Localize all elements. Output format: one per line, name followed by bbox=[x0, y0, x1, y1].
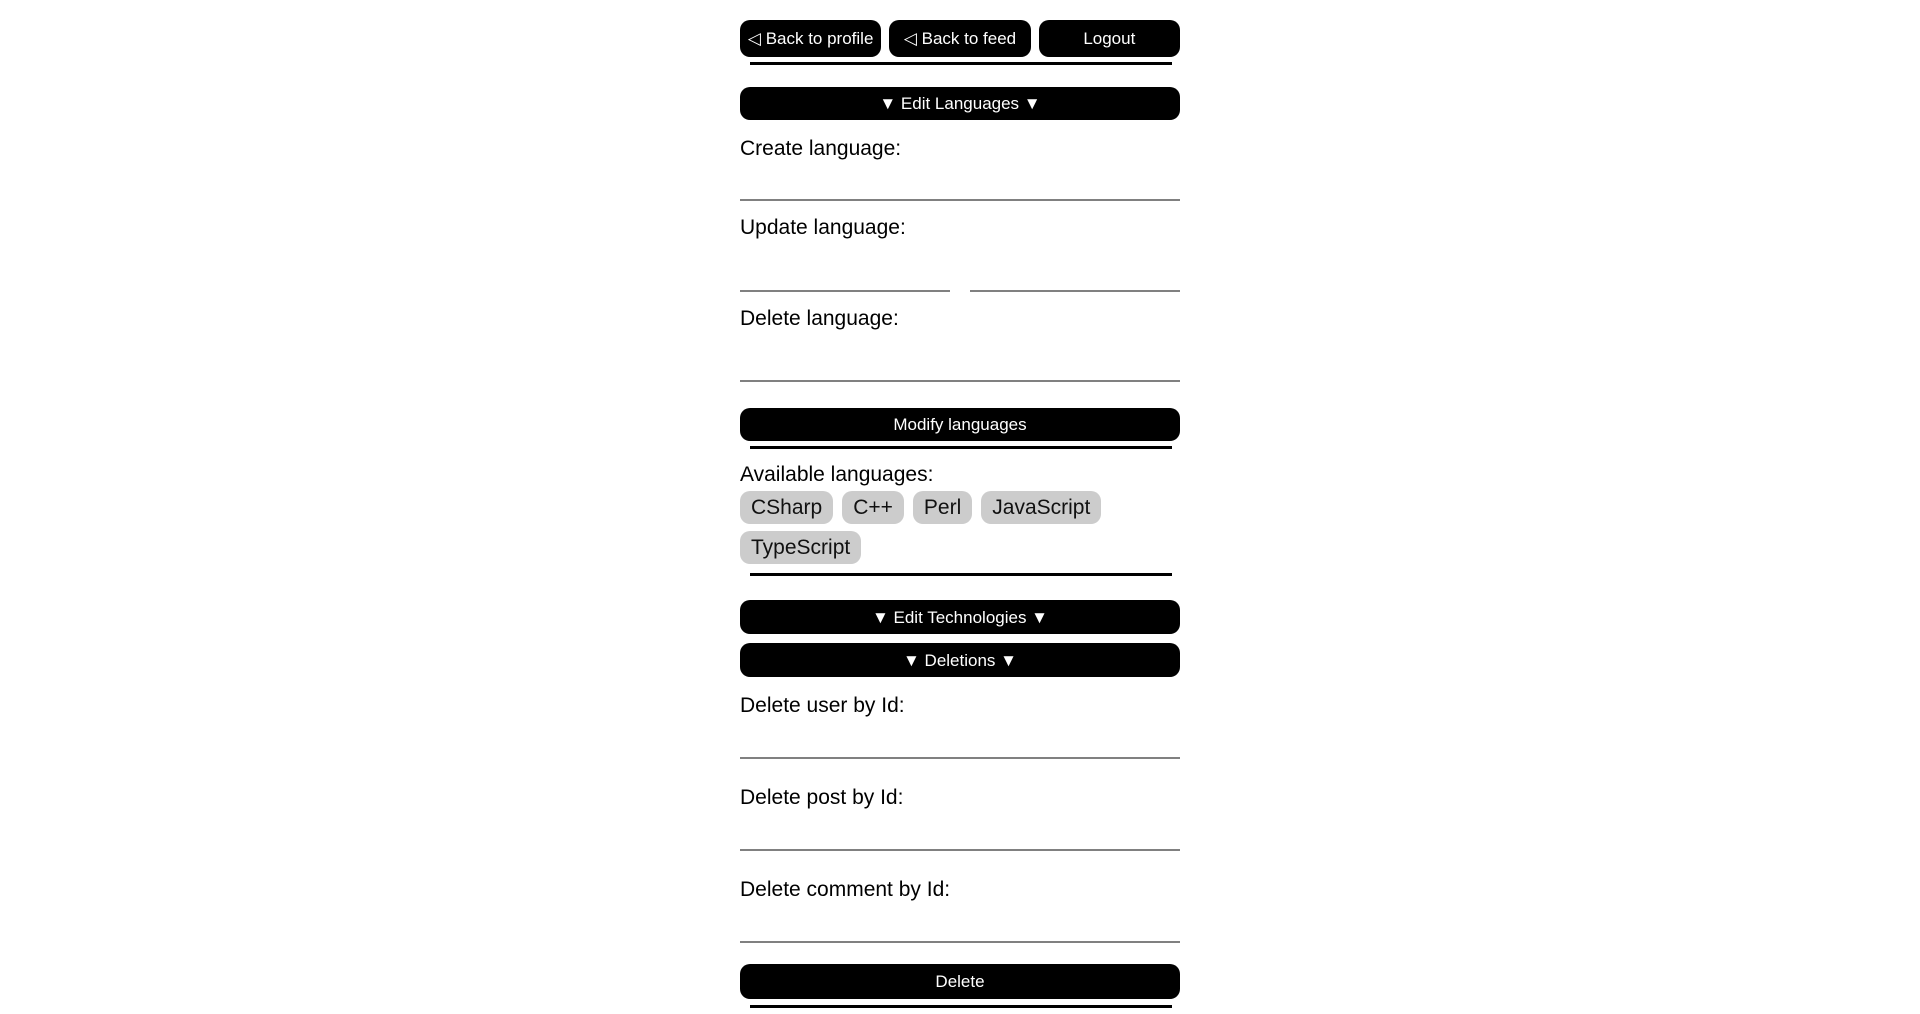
back-to-profile-button[interactable]: ◁ Back to profile bbox=[740, 20, 881, 57]
bottom-spacer bbox=[740, 1008, 1180, 1014]
available-languages-list bbox=[740, 491, 1180, 564]
delete-language-label: Delete language: bbox=[740, 307, 899, 330]
back-to-feed-button[interactable]: ◁ Back to feed bbox=[889, 20, 1030, 57]
divider bbox=[750, 573, 1172, 576]
delete-post-id-input[interactable] bbox=[740, 813, 1180, 851]
admin-panel bbox=[740, 0, 1180, 1014]
language-tag: C++ bbox=[842, 491, 904, 524]
modify-languages-button[interactable]: Modify languages bbox=[740, 408, 1180, 441]
language-tag: CSharp bbox=[740, 491, 833, 524]
update-language-old-input[interactable] bbox=[740, 254, 950, 292]
language-tag: TypeScript bbox=[740, 531, 861, 564]
delete-post-label: Delete post by Id: bbox=[740, 786, 904, 809]
delete-user-id-input[interactable] bbox=[740, 721, 1180, 759]
create-language-input[interactable] bbox=[740, 163, 1180, 201]
delete-user-label: Delete user by Id: bbox=[740, 694, 905, 717]
language-tag: JavaScript bbox=[981, 491, 1101, 524]
top-nav bbox=[740, 20, 1180, 57]
update-language-inputs bbox=[740, 254, 1180, 292]
logout-button[interactable]: Logout bbox=[1039, 20, 1180, 57]
edit-languages-section-header[interactable]: ▼ Edit Languages ▼ bbox=[740, 87, 1180, 120]
language-tag: Perl bbox=[913, 491, 972, 524]
delete-comment-label: Delete comment by Id: bbox=[740, 878, 951, 901]
delete-button[interactable]: Delete bbox=[740, 964, 1180, 999]
divider bbox=[750, 62, 1172, 65]
update-language-label: Update language: bbox=[740, 216, 906, 239]
edit-technologies-section-header[interactable]: ▼ Edit Technologies ▼ bbox=[740, 600, 1180, 634]
divider bbox=[750, 446, 1172, 449]
delete-language-input[interactable] bbox=[740, 344, 1180, 382]
create-language-label: Create language: bbox=[740, 137, 902, 160]
delete-comment-id-input[interactable] bbox=[740, 905, 1180, 943]
deletions-section-header[interactable]: ▼ Deletions ▼ bbox=[740, 643, 1180, 677]
update-language-new-input[interactable] bbox=[970, 254, 1180, 292]
available-languages-label: Available languages: bbox=[740, 463, 934, 486]
